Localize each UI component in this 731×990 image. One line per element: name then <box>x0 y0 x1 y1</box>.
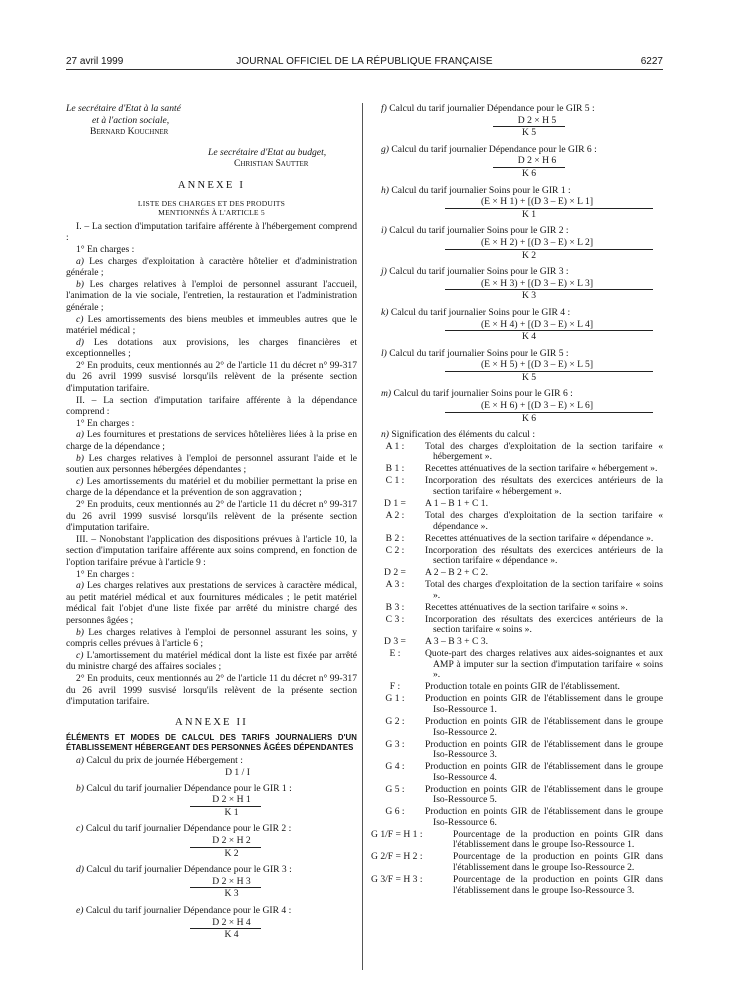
definition-text: Production en points GIR de l'établissement dans le groupe Iso-Ressource 2. <box>425 715 663 738</box>
section-1-produits: 2° En produits, ceux mentionnés au 2° de l'article 11 du décret n° 99-317 du 26 avril 1999 susvisé lorsqu'ils relèvent de la présente section d'imputation tarifaire. <box>66 359 357 395</box>
calc-f-fraction <box>371 115 663 139</box>
calc-l-numerator: (E × H 5) + [(D 3 – E) × L 5] <box>480 359 594 371</box>
calc-i-label: i) Calcul du tarif journalier Soins pour le GIR 2 : <box>381 225 569 237</box>
definition-text: Incorporation des résultats des exercices antérieurs de la section tarifaire « soins ». <box>425 613 663 636</box>
definition-text: A 2 – B 2 + C 2. <box>425 567 488 579</box>
definition-item <box>371 740 663 761</box>
definitions-list <box>371 442 663 896</box>
calc-g-denominator: K 6 <box>521 167 537 179</box>
definition-term: E : <box>389 648 401 660</box>
calc-c-denominator: K 2 <box>224 847 239 859</box>
definition-text: Production en points GIR de l'établissement dans le groupe Iso-Ressource 1. <box>425 693 663 715</box>
right-column <box>371 103 663 898</box>
definition-term: C 3 : <box>385 613 405 625</box>
signatory-1-name: Bernard Kouchner <box>90 126 169 138</box>
definition-text: Production en points GIR de l'établissement dans le groupe Iso-Ressource 3. <box>425 738 663 761</box>
definition-term: D 1 = <box>384 497 406 509</box>
calc-m-label: m) Calcul du tarif journalier Soins pour le GIR 6 : <box>381 388 573 400</box>
calc-m-denominator: K 6 <box>521 412 537 424</box>
definition-term: F : <box>389 681 401 693</box>
calc-b-label: b) Calcul du tarif journalier Dépendance pour le GIR 1 : <box>76 782 292 794</box>
definition-item <box>371 807 663 828</box>
calc-l-label: l) Calcul du tarif journalier Soins pour le GIR 5 : <box>381 347 569 359</box>
section-2-item-c: c) Les amortissements du matériel et du mobilier permettant la prise en charge de la dépendance et la prévention de son aggravation ; <box>66 475 357 499</box>
definition-term: B 1 : <box>385 463 405 475</box>
calc-k-fraction <box>371 319 663 343</box>
calc-c-label: c) Calcul du tarif journalier Dépendance pour le GIR 2 : <box>76 823 292 835</box>
left-column <box>66 103 357 946</box>
calc-b-fraction <box>66 794 357 818</box>
signatory-2-title: Le secrétaire d'Etat au budget, <box>208 146 327 158</box>
definition-item <box>371 546 663 567</box>
definition-term: G 3 : <box>385 738 405 750</box>
calc-g-fraction <box>371 155 663 179</box>
definition-item <box>371 499 663 510</box>
definition-term: A 1 : <box>385 440 405 452</box>
definition-item <box>371 580 663 601</box>
calc-b-denominator: K 1 <box>224 806 239 818</box>
header-journal-title: JOURNAL OFFICIEL DE LA RÉPUBLIQUE FRANÇAISE <box>236 56 493 67</box>
definition-text: Pourcentage de la production en points GIR dans l'établissement dans le groupe Iso-Ressource 2. <box>453 851 663 874</box>
calc-j-denominator: K 3 <box>521 290 537 302</box>
annex-2-title: ANNEXE II <box>174 716 249 728</box>
section-2-intro: II. – La section d'imputation tarifaire afférente à la dépendance comprend : <box>66 394 357 418</box>
calc-l-fraction <box>371 359 663 383</box>
section-3-charges: 1° En charges : <box>76 568 135 580</box>
definition-text: Total des charges d'exploitation de la section tarifaire « soins ». <box>425 579 663 601</box>
definition-item <box>371 875 663 896</box>
definition-item <box>371 852 663 873</box>
calc-k-denominator: K 4 <box>521 331 537 343</box>
definition-item <box>371 762 663 783</box>
definition-text: Total des charges d'exploitation de la section tarifaire « dépendance ». <box>425 509 663 532</box>
definition-term: A 3 : <box>385 579 405 591</box>
definition-term: G 1/F = H 1 : <box>371 828 423 840</box>
definition-text: Production en points GIR de l'établissement dans le groupe Iso-Ressource 6. <box>425 806 663 828</box>
calc-b-numerator: D 2 × H 1 <box>212 794 251 806</box>
definition-item <box>371 534 663 545</box>
definition-item <box>371 603 663 614</box>
definition-item <box>371 615 663 636</box>
calc-i-fraction <box>371 237 663 261</box>
signatory-1-title-line2: et à l'action sociale, <box>92 114 170 126</box>
section-1-item-a: a) Les charges d'exploitation à caractère hôtelier et d'administration générale ; <box>66 255 357 279</box>
calc-l-denominator: K 5 <box>521 371 537 383</box>
definition-text: A 1 – B 1 + C 1. <box>425 497 488 509</box>
definition-item <box>371 511 663 532</box>
definition-term: G 1 : <box>385 693 405 705</box>
annex-1-subtitle-line2: MENTIONNÉS À L'ARTICLE 5 <box>158 208 265 218</box>
section-3-produits: 2° En produits, ceux mentionnés au 2° de l'article 11 du décret n° 99-317 du 26 avril 1999 susvisé lorsqu'ils relèvent de la présente section d'imputation tarifaire. <box>66 672 357 708</box>
calc-m-numerator: (E × H 6) + [(D 3 – E) × L 6] <box>480 400 594 412</box>
definition-text: Production en points GIR de l'établissement dans le groupe Iso-Ressource 5. <box>425 783 663 806</box>
definition-text: Total des charges d'exploitation de la section tarifaire « hébergement ». <box>425 440 663 463</box>
calc-i-numerator: (E × H 2) + [(D 3 – E) × L 2] <box>480 236 594 248</box>
section-2-item-b: b) Les charges relatives à l'emploi de personnel assurant l'aide et le soutien aux personnes hébergées dépendantes ; <box>66 452 357 476</box>
calc-i-denominator: K 2 <box>521 249 537 261</box>
definition-item <box>371 717 663 738</box>
calc-f-numerator: D 2 × H 5 <box>517 114 557 126</box>
calc-h-fraction <box>371 196 663 220</box>
definition-item <box>371 442 663 463</box>
section-1-intro: I. – La section d'imputation tarifaire afférente à l'hébergement comprend : <box>66 220 357 244</box>
calc-g-label: g) Calcul du tarif journalier Dépendance pour le GIR 6 : <box>381 143 597 155</box>
calc-d-fraction <box>66 876 357 900</box>
calc-a-formula: D 1 / I <box>225 767 250 779</box>
calc-m-fraction <box>371 400 663 424</box>
header-rule <box>66 69 663 70</box>
definition-term: G 4 : <box>385 761 405 773</box>
definition-term: G 5 : <box>385 783 405 795</box>
calc-j-numerator: (E × H 3) + [(D 3 – E) × L 3] <box>480 277 594 289</box>
header-date: 27 avril 1999 <box>66 56 124 67</box>
definition-item <box>371 476 663 497</box>
definition-text: Recettes atténuatives de la section tarifaire « hébergement ». <box>425 463 658 475</box>
section-1-charges: 1° En charges : <box>76 243 135 255</box>
definition-text: A 3 – B 3 + C 3. <box>425 636 488 648</box>
definition-item <box>371 464 663 475</box>
column-divider <box>362 103 363 970</box>
definition-text: Production en points GIR de l'établissement dans le groupe Iso-Ressource 4. <box>425 761 663 783</box>
section-1-item-d: d) Les dotations aux provisions, les charges financières et exceptionnelles ; <box>66 336 357 360</box>
calc-j-fraction <box>371 278 663 302</box>
definition-term: B 3 : <box>385 601 405 613</box>
definition-text: Incorporation des résultats des exercices antérieurs de la section tarifaire « hébergement ». <box>425 475 663 497</box>
definition-item <box>371 682 663 693</box>
calc-c-numerator: D 2 × H 2 <box>212 835 251 847</box>
calc-h-denominator: K 1 <box>521 208 537 220</box>
definition-text: Production totale en points GIR de l'établissement. <box>425 681 620 693</box>
definition-term: A 2 : <box>385 509 405 521</box>
calc-d-label: d) Calcul du tarif journalier Dépendance pour le GIR 3 : <box>76 864 292 876</box>
calc-e-fraction <box>66 917 357 941</box>
definition-term: C 1 : <box>385 475 405 487</box>
section-1-item-c: c) Les amortissements des biens meubles et immeubles autres que le matériel médical ; <box>66 313 357 337</box>
section-2-produits: 2° En produits, ceux mentionnés au 2° de l'article 11 du décret n° 99-317 du 26 avril 1999 susvisé lorsqu'ils relèvent de la présente section d'imputation tarifaire. <box>66 499 357 534</box>
calc-h-label: h) Calcul du tarif journalier Soins pour le GIR 1 : <box>381 184 571 196</box>
definition-item <box>371 830 663 851</box>
calc-f-label: f) Calcul du tarif journalier Dépendance pour le GIR 5 : <box>381 103 595 114</box>
annex-2-subtitle: ÉLÉMENTS ET MODES DE CALCUL DES TARIFS JOURNALIERS D'UN ÉTABLISSEMENT HÉBERGEANT DES PERSONNES ÂGÉES DÉPENDANTES <box>66 733 357 752</box>
header-page-number: 6227 <box>640 56 663 67</box>
calc-c-fraction <box>66 835 357 859</box>
definition-item <box>371 568 663 579</box>
definition-term: D 3 = <box>384 636 406 648</box>
signatory-2-name: Christian Sautter <box>234 158 309 170</box>
calc-e-label: e) Calcul du tarif journalier Dépendance pour le GIR 4 : <box>76 905 292 916</box>
definition-item <box>371 785 663 806</box>
definition-term: G 3/F = H 3 : <box>371 874 423 885</box>
definition-term: G 2/F = H 2 : <box>371 851 423 863</box>
definition-text: Recettes atténuatives de la section tarifaire « dépendance ». <box>425 532 654 544</box>
definition-text: Recettes atténuatives de la section tarifaire « soins ». <box>425 601 628 613</box>
calc-a-label: a) Calcul du prix de journée Hébergement : <box>76 755 243 767</box>
definition-text: Pourcentage de la production en points GIR dans l'établissement dans le groupe Iso-Ressource 3. <box>453 874 663 896</box>
section-3-intro: III. – Nonobstant l'application des dispositions prévues à l'article 10, la section d'imputation tarifaire afférente aux soins comprend, en fonction de l'option tarifaire prévue à l'article 9 : <box>66 533 357 568</box>
definition-term: B 2 : <box>385 532 405 544</box>
definition-term: G 2 : <box>385 715 405 727</box>
definition-term: C 2 : <box>385 544 405 556</box>
section-3-item-a: a) Les charges relatives aux prestations de services à caractère médical, au petit matériel médical et aux fournitures médicales ; le petit matériel médical fait l'objet d'une liste fixée par arrêté du ministre chargé des personnes âgées ; <box>66 580 357 626</box>
annex-1-title: ANNEXE I <box>177 179 246 191</box>
page-header <box>66 56 663 70</box>
calc-e-denominator: K 4 <box>224 929 239 941</box>
calc-g-numerator: D 2 × H 6 <box>517 155 557 167</box>
definition-item <box>371 637 663 648</box>
annex-1-subtitle-line1: LISTE DES CHARGES ET DES PRODUITS <box>137 198 286 208</box>
definition-item <box>371 694 663 715</box>
definition-term: D 2 = <box>384 567 406 579</box>
calc-d-denominator: K 3 <box>224 888 239 900</box>
section-1-item-b: b) Les charges relatives à l'emploi de personnel assurant l'accueil, l'animation de la vie sociale, l'entretien, la restauration et l'administration générale ; <box>66 278 357 313</box>
calc-j-label: j) Calcul du tarif journalier Soins pour le GIR 3 : <box>381 266 569 278</box>
signatory-1-title-line1: Le secrétaire d'Etat à la santé <box>66 103 181 114</box>
calc-k-label: k) Calcul du tarif journalier Soins pour le GIR 4 : <box>381 306 571 318</box>
calc-h-numerator: (E × H 1) + [(D 3 – E) × L 1] <box>480 196 594 208</box>
definition-text: Quote-part des charges relatives aux aides-soignantes et aux AMP à imputer sur la section d'imputation tarifaire « soins ». <box>425 648 663 681</box>
section-3-item-c: c) L'amortissement du matériel médical dont la liste est fixée par arrêté du ministre chargé des affaires sociales ; <box>66 649 357 673</box>
calc-n-label: n) Signification des éléments du calcul : <box>381 429 536 441</box>
section-2-item-a: a) Les fournitures et prestations de services hôtelières liées à la prise en charge de la dépendance ; <box>66 429 357 453</box>
calc-e-numerator: D 2 × H 4 <box>212 916 251 928</box>
definition-item <box>371 649 663 681</box>
calc-d-numerator: D 2 × H 3 <box>212 875 251 887</box>
definition-text: Incorporation des résultats des exercices antérieurs de la section tarifaire « dépendance ». <box>425 544 663 567</box>
section-2-charges: 1° En charges : <box>76 417 135 429</box>
definition-text: Pourcentage de la production en points GIR dans l'établissement dans le groupe Iso-Ressource 1. <box>453 828 663 851</box>
section-3-item-b: b) Les charges relatives à l'emploi de personnel assurant les soins, y compris celles prévues à l'article 6 ; <box>66 626 357 650</box>
definition-term: G 6 : <box>385 806 405 818</box>
calc-f-denominator: K 5 <box>521 127 537 139</box>
calc-k-numerator: (E × H 4) + [(D 3 – E) × L 4] <box>480 318 594 330</box>
